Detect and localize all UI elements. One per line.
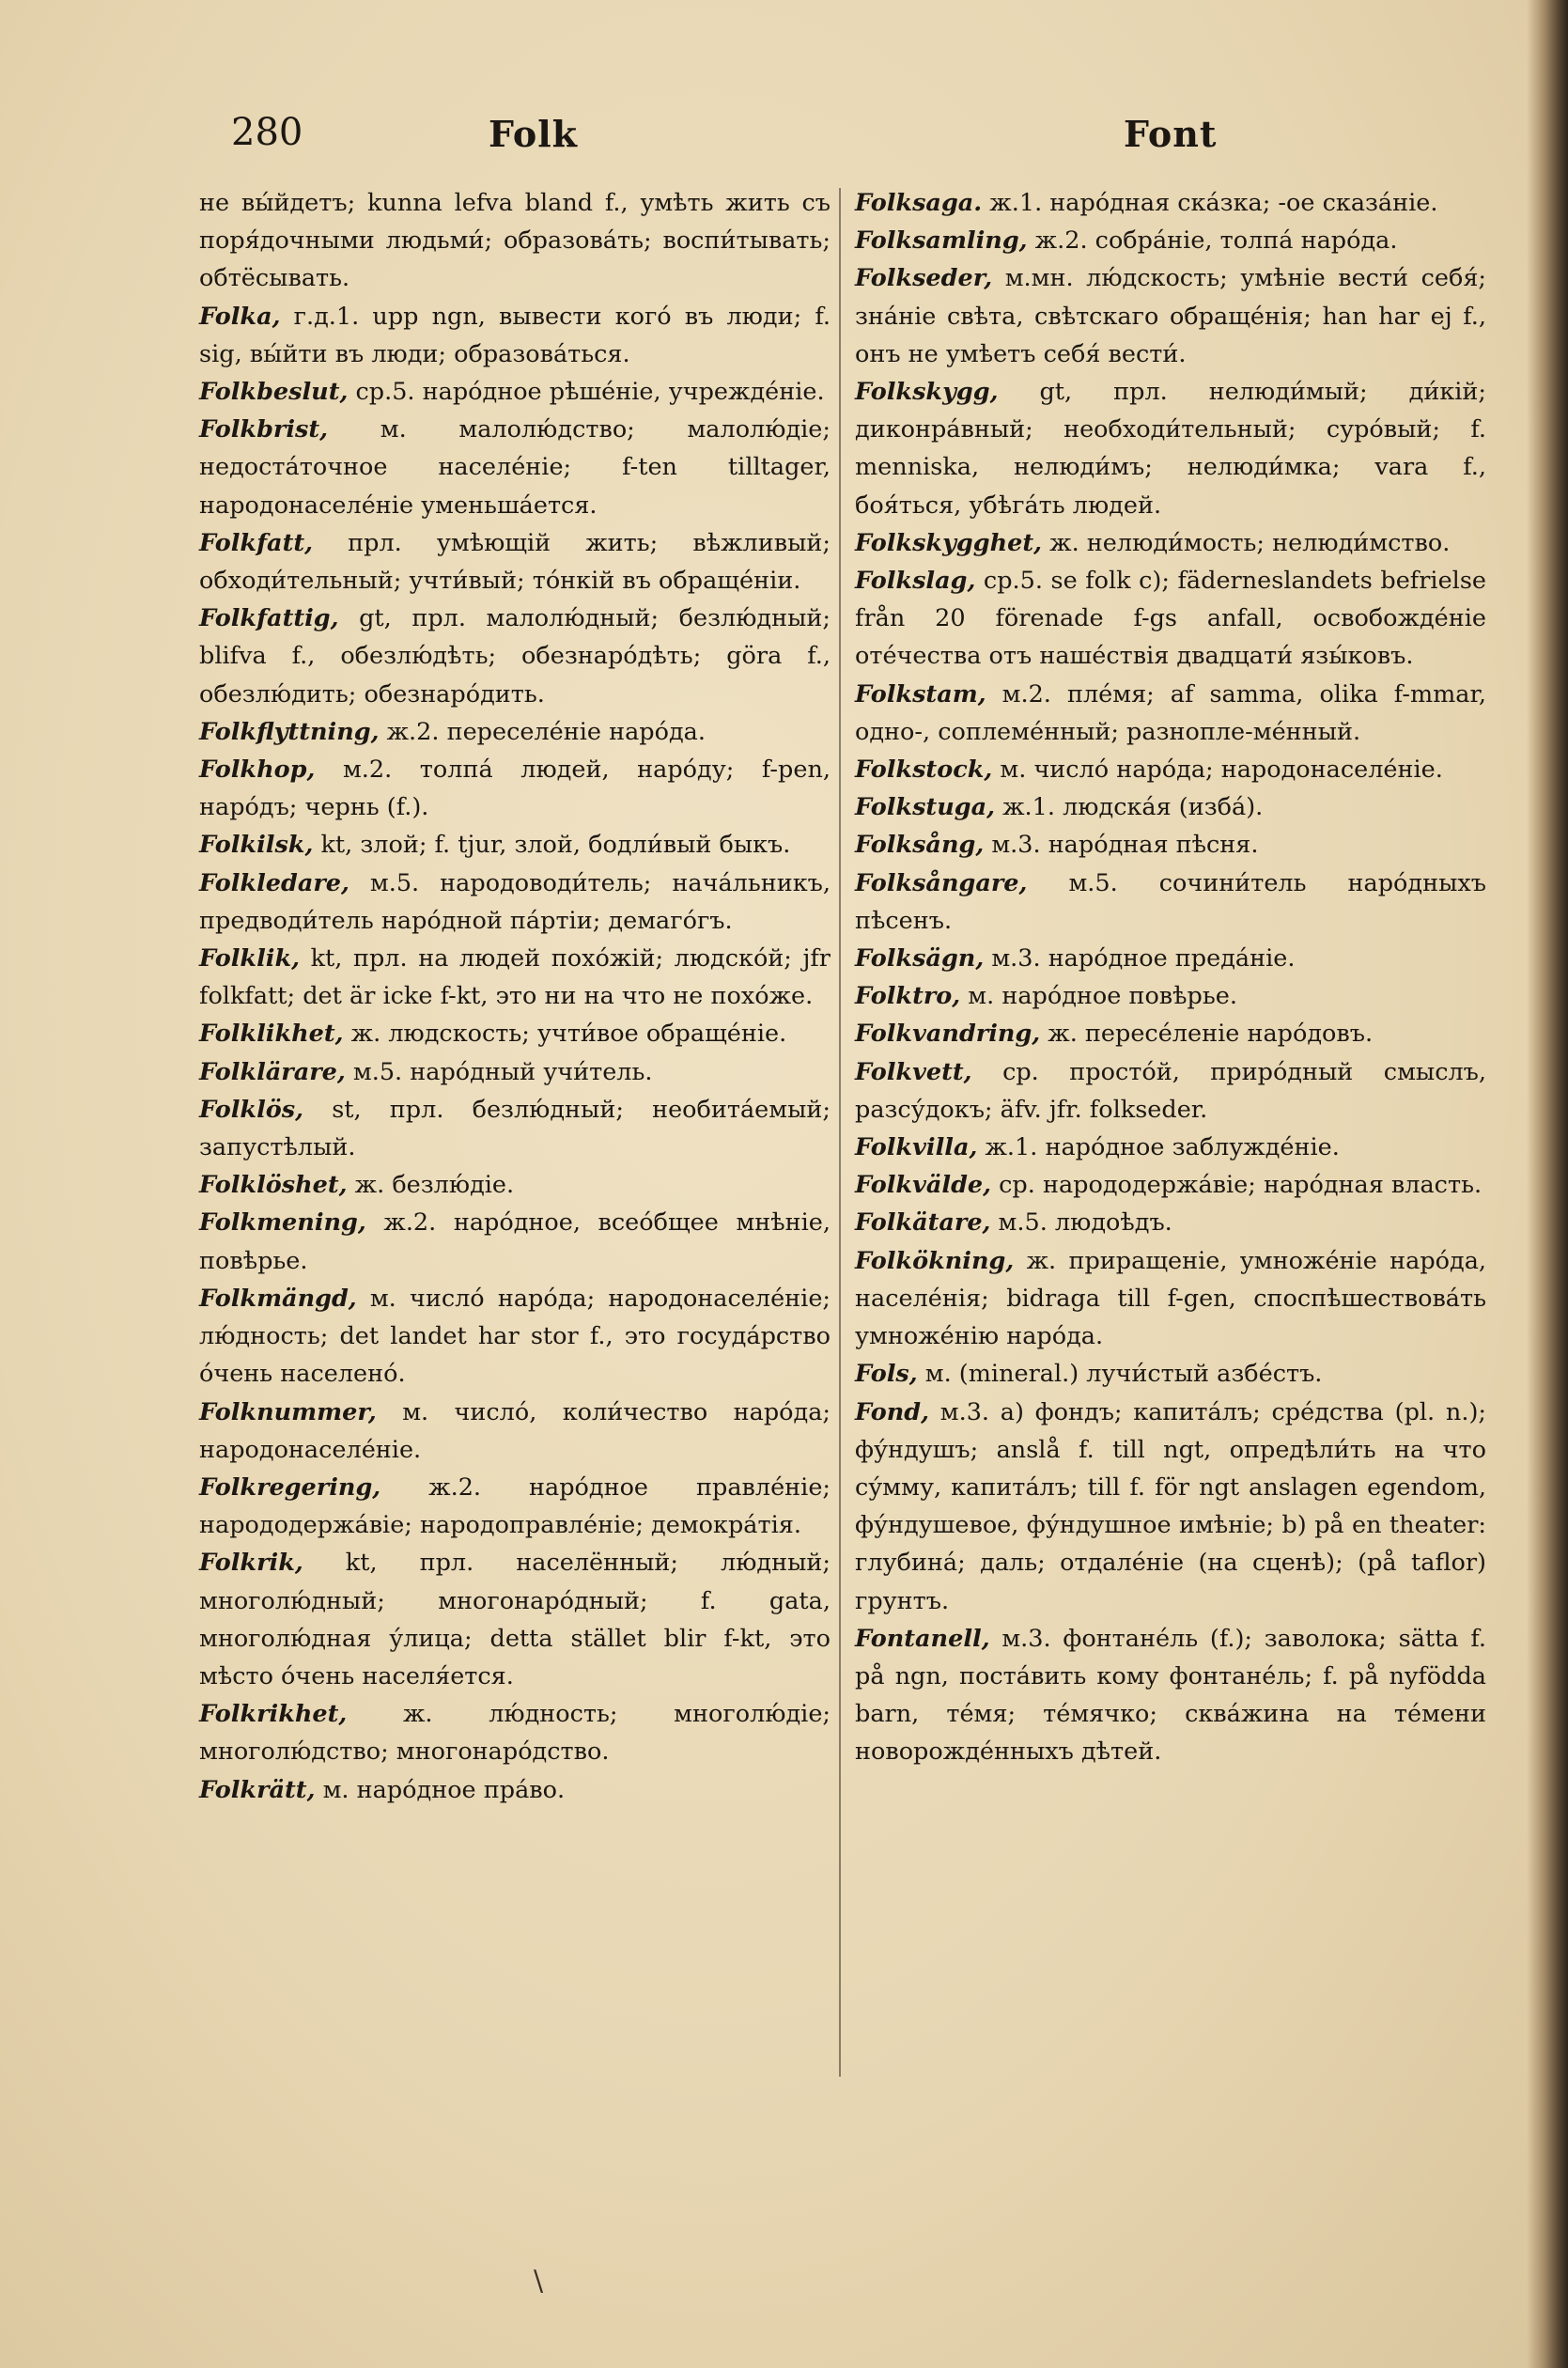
entry-headword: Folkrätt, — [199, 1775, 316, 1804]
dictionary-entry — [199, 184, 831, 298]
dictionary-entry — [199, 1695, 831, 1770]
entry-definition: не вы́йдетъ; kunna lefva bland f., умѣть жить съ поря́дочными людьми́; образова́ть; воспи́тывать; обтёсывать. — [199, 189, 831, 293]
entry-definition: м.3. фонтане́ль (f.); заволока; sätta f. på ngn, поста́вить кому фонтане́ль; f. på nyfödda barn, те́мя; те́мячко; сква́жина на те́мени новорожде́нныхъ дѣтей. — [855, 1624, 1487, 1767]
entry-headword: Folkvett, — [855, 1057, 972, 1086]
entry-headword: Folkbrist, — [199, 415, 329, 444]
dictionary-entry — [855, 977, 1486, 1015]
dictionary-entry — [199, 524, 831, 600]
entry-headword: Folka, — [199, 302, 281, 331]
entry-definition: м. число́ наро́да; народонаселе́ніе; лю́дность; det landet har stor f., это госуда́рство о́чень населено́. — [199, 1284, 831, 1389]
entry-definition: м.3. наро́дная пѣсня. — [991, 831, 1259, 860]
entry-headword: Folkfattig, — [199, 604, 339, 633]
left-column — [199, 184, 831, 1809]
left-running-head: Folk — [489, 113, 579, 155]
dictionary-entry — [855, 826, 1486, 864]
dictionary-entry — [199, 373, 831, 411]
dictionary-entry — [199, 411, 831, 524]
entry-definition: kt, злой; f. tjur, злой, бодли́вый быкъ. — [320, 831, 791, 860]
entry-definition: ж.2. наро́дное, всео́бщее мнѣніе, повѣрье. — [199, 1208, 831, 1275]
dictionary-entry — [855, 676, 1486, 751]
right-running-head: Font — [1124, 113, 1218, 155]
entry-headword: Folkflyttning, — [199, 717, 380, 746]
entry-definition: gt, прл. нелюди́мый; ди́кій; диконра́вный; необходи́тельный; суро́вый; f. menniska, нелюди́мъ; нелюди́мка; vara f., боя́ться, убѣга́ть людей. — [855, 378, 1486, 520]
entry-definition: ж. людскость; учти́вое обраще́ніе. — [350, 1020, 787, 1049]
dictionary-entry — [855, 1053, 1486, 1129]
dictionary-entry — [855, 1129, 1486, 1166]
dictionary-entry — [855, 562, 1486, 676]
entry-headword: Folkstam, — [855, 679, 986, 709]
dictionary-entry — [855, 865, 1486, 940]
entry-headword: Fond, — [855, 1397, 929, 1426]
dictionary-entry — [855, 373, 1486, 524]
dictionary-entry — [199, 1544, 831, 1695]
entry-definition: kt, прл. населённый; лю́дный; многолю́дный; многонаро́дный; f. gata, многолю́дная у́лица; detta stället blir f-kt, это мѣсто о́чень населя́ется. — [199, 1549, 831, 1690]
entry-headword: Fols, — [855, 1360, 918, 1389]
entry-headword: Folklärare, — [199, 1057, 346, 1086]
entry-definition: м. наро́дное пра́во. — [322, 1775, 566, 1804]
dictionary-entry — [855, 1166, 1486, 1204]
entry-definition: м. малолю́дство; малолю́діе; недоста́точное населе́ніе; f-ten tilltager, народонаселе́ніе уменьша́ется. — [199, 415, 831, 520]
entry-headword: Fontanell, — [855, 1624, 990, 1653]
entry-headword: Folksångare, — [855, 868, 1028, 897]
dictionary-entry — [199, 1771, 831, 1809]
right-column — [855, 184, 1486, 1771]
entry-definition: ср.5. наро́дное рѣше́ніе, учрежде́ніе. — [355, 378, 825, 407]
dictionary-entry — [199, 865, 831, 940]
entry-headword: Folknummer, — [199, 1397, 377, 1426]
dictionary-entry — [199, 713, 831, 751]
entry-definition: gt, прл. малолю́дный; безлю́дный; blifva f., обезлю́дѣть; обезнаро́дѣть; göra f., обезлю́дить; обезнаро́дить. — [199, 604, 831, 709]
entry-definition: ж.1. людска́я (изба́). — [1002, 793, 1264, 822]
entry-headword: Folkmening, — [199, 1208, 366, 1238]
dictionary-entry — [855, 1620, 1486, 1771]
entry-headword: Folksång, — [855, 831, 985, 860]
entry-definition: м.5. народоводи́тель; нача́льникъ, предводи́тель наро́дной па́ртіи; демаго́гъ. — [199, 868, 831, 935]
entry-definition: м.5. наро́дный учи́тель. — [352, 1057, 653, 1086]
entry-headword: Folktro, — [855, 982, 961, 1011]
entry-headword: Folkvandring, — [855, 1020, 1041, 1049]
entry-headword: Folkrik, — [199, 1549, 303, 1578]
entry-headword: Folkvilla, — [855, 1133, 978, 1162]
column-divider — [839, 188, 841, 2077]
entry-headword: Folkledare, — [199, 868, 349, 897]
entry-definition: kt, прл. на людей похо́жій; людско́й; jfr folkfatt; det är icke f-kt, это ни на что не похо́же. — [199, 944, 831, 1011]
dictionary-entry — [855, 940, 1486, 977]
entry-headword: Folkmängd, — [199, 1284, 357, 1313]
entry-definition: ж.1. наро́дное заблужде́ніе. — [985, 1133, 1340, 1162]
dictionary-entry — [199, 751, 831, 826]
stray-mark: \ — [534, 2265, 544, 2298]
dictionary-entry — [199, 1053, 831, 1091]
dictionary-entry — [855, 184, 1486, 222]
entry-headword: Folkökning, — [855, 1246, 1015, 1275]
entry-definition: ср. народодержа́віе; наро́дная власть. — [999, 1171, 1483, 1200]
entry-definition: м.5. людоѣдъ. — [998, 1208, 1172, 1238]
entry-headword: Folkregering, — [199, 1472, 381, 1502]
dictionary-entry — [855, 788, 1486, 826]
entry-definition: м. число́, коли́чество наро́да; народонаселе́ніе. — [199, 1397, 831, 1464]
entry-definition: м. (mineral.) лучи́стый азбе́стъ. — [924, 1360, 1323, 1389]
dictionary-entry — [199, 940, 831, 1015]
dictionary-entry — [855, 524, 1486, 562]
book-spine-shadow — [1527, 0, 1568, 2368]
entry-definition: м. наро́дное повѣрье. — [968, 982, 1237, 1011]
entry-headword: Folkfatt, — [199, 528, 314, 557]
dictionary-entry — [855, 1355, 1486, 1393]
page-header — [0, 111, 1568, 167]
entry-definition: ж.2. переселе́ніе наро́да. — [386, 717, 706, 746]
entry-definition: м.3. наро́дное преда́ніе. — [991, 944, 1296, 974]
dictionary-entry — [199, 1469, 831, 1544]
entry-headword: Folkilsk, — [199, 831, 314, 860]
dictionary-entry — [855, 1204, 1486, 1241]
entry-definition: ср.5. se folk c); fäderneslandets befrielse från 20 förenade f-gs anfall, освобожде́ніе оте́чества отъ наше́ствія двадцати́ язы́ковъ. — [855, 567, 1487, 671]
entry-definition: ж. приращеніе, умноже́ніе наро́да, населе́нія; bidraga till f-gen, споспѣшествова́ть умноже́нію наро́да. — [855, 1246, 1486, 1351]
dictionary-entry — [199, 826, 831, 864]
entry-headword: Folkätare, — [855, 1208, 991, 1238]
dictionary-entry — [199, 1015, 831, 1052]
entry-definition: ж.2. собра́ніе, толпа́ наро́да. — [1034, 226, 1398, 256]
dictionary-entry — [199, 1091, 831, 1166]
entry-headword: Folkhop, — [199, 756, 316, 785]
dictionary-entry — [199, 298, 831, 373]
entry-headword: Folkseder, — [855, 264, 993, 293]
entry-headword: Folklös, — [199, 1095, 304, 1124]
entry-headword: Folklöshet, — [199, 1171, 348, 1200]
dictionary-entry — [199, 1394, 831, 1469]
entry-definition: ж. лю́дность; многолю́діе; многолю́дство; многонаро́дство. — [199, 1700, 831, 1767]
entry-headword: Folkslag, — [855, 567, 976, 596]
entry-headword: Folklikhet, — [199, 1020, 344, 1049]
entry-definition: прл. умѣющій жить; вѣжливый; обходи́тельный; учти́вый; то́нкій въ обраще́ніи. — [199, 528, 831, 596]
entry-headword: Folksaga. — [855, 189, 983, 217]
dictionary-entry — [199, 1166, 831, 1204]
entry-headword: Folkstuga, — [855, 793, 995, 822]
entry-headword: Folksägn, — [855, 944, 985, 974]
dictionary-entry — [855, 222, 1486, 259]
dictionary-entry — [199, 600, 831, 713]
entry-definition: ср. просто́й, приро́дный смыслъ, разсу́докъ; äfv. jfr. folkseder. — [855, 1057, 1487, 1124]
entry-definition: м.3. a) фондъ; капита́лъ; сре́дства (pl. n.); фу́ндушъ; anslå f. till ngt, опредѣли́ть на что су́мму, капита́лъ; till f. för ngt anslagen egendom, фу́ндушевое, фу́ндушное имѣніе; b) på en theater: глубина́; даль; отдале́ніе (на сценѣ); (på taflor) грунтъ. — [855, 1397, 1486, 1615]
entry-headword: Folksamling, — [855, 226, 1028, 256]
entry-headword: Folkskygg, — [855, 378, 999, 407]
entry-definition: ж.2. наро́дное правле́ніе; народодержа́віе; народоправле́ніе; демокра́тія. — [199, 1472, 831, 1540]
entry-definition: м.2. толпа́ людей, наро́ду; f-pen, наро́дъ; чернь (f.). — [199, 756, 831, 822]
entry-headword: Folkrikhet, — [199, 1700, 348, 1729]
entry-definition: ж. нелюди́мость; нелюди́мство. — [1049, 528, 1451, 557]
entry-definition: м.2. пле́мя; af samma, olika f-mmar, одно-, соплеме́нный; разнопле-ме́нный. — [855, 679, 1487, 746]
entry-definition: м.5. сочини́тель наро́дныхъ пѣсенъ. — [855, 868, 1487, 935]
entry-definition: м.мн. лю́дскость; умѣніе вести́ себя́; зна́ніе свѣта, свѣтскаго обраще́нія; han har ej f., онъ не умѣетъ себя́ вести́. — [855, 264, 1486, 368]
entry-definition: ж. пересе́леніе наро́довъ. — [1048, 1020, 1374, 1049]
entry-headword: Folkstock, — [855, 756, 993, 785]
entry-definition: ж. безлю́діе. — [354, 1171, 515, 1200]
entry-headword: Folklik, — [199, 944, 300, 974]
page-number: 280 — [231, 111, 303, 154]
dictionary-entry — [855, 1015, 1486, 1052]
dictionary-entry — [855, 751, 1486, 788]
entry-headword: Folkbeslut, — [199, 378, 349, 407]
dictionary-entry — [199, 1280, 831, 1394]
entry-headword: Folkvälde, — [855, 1171, 992, 1200]
entry-definition: st, прл. безлю́дный; необита́емый; запустѣлый. — [199, 1095, 831, 1162]
dictionary-entry — [199, 1204, 831, 1279]
dictionary-entry — [855, 1242, 1486, 1356]
dictionary-entry — [855, 259, 1486, 373]
entry-definition: ж.1. наро́дная ска́зка; -ое сказа́ніе. — [989, 189, 1438, 217]
entry-definition: м. число́ наро́да; народонаселе́ніе. — [1000, 756, 1443, 785]
entry-headword: Folkskygghet, — [855, 528, 1042, 557]
dictionary-entry — [855, 1394, 1486, 1620]
entry-definition: г.д.1. upp ngn, вывести кого́ въ люди; f. sig, вы́йти въ люди; образова́ться. — [199, 302, 831, 368]
